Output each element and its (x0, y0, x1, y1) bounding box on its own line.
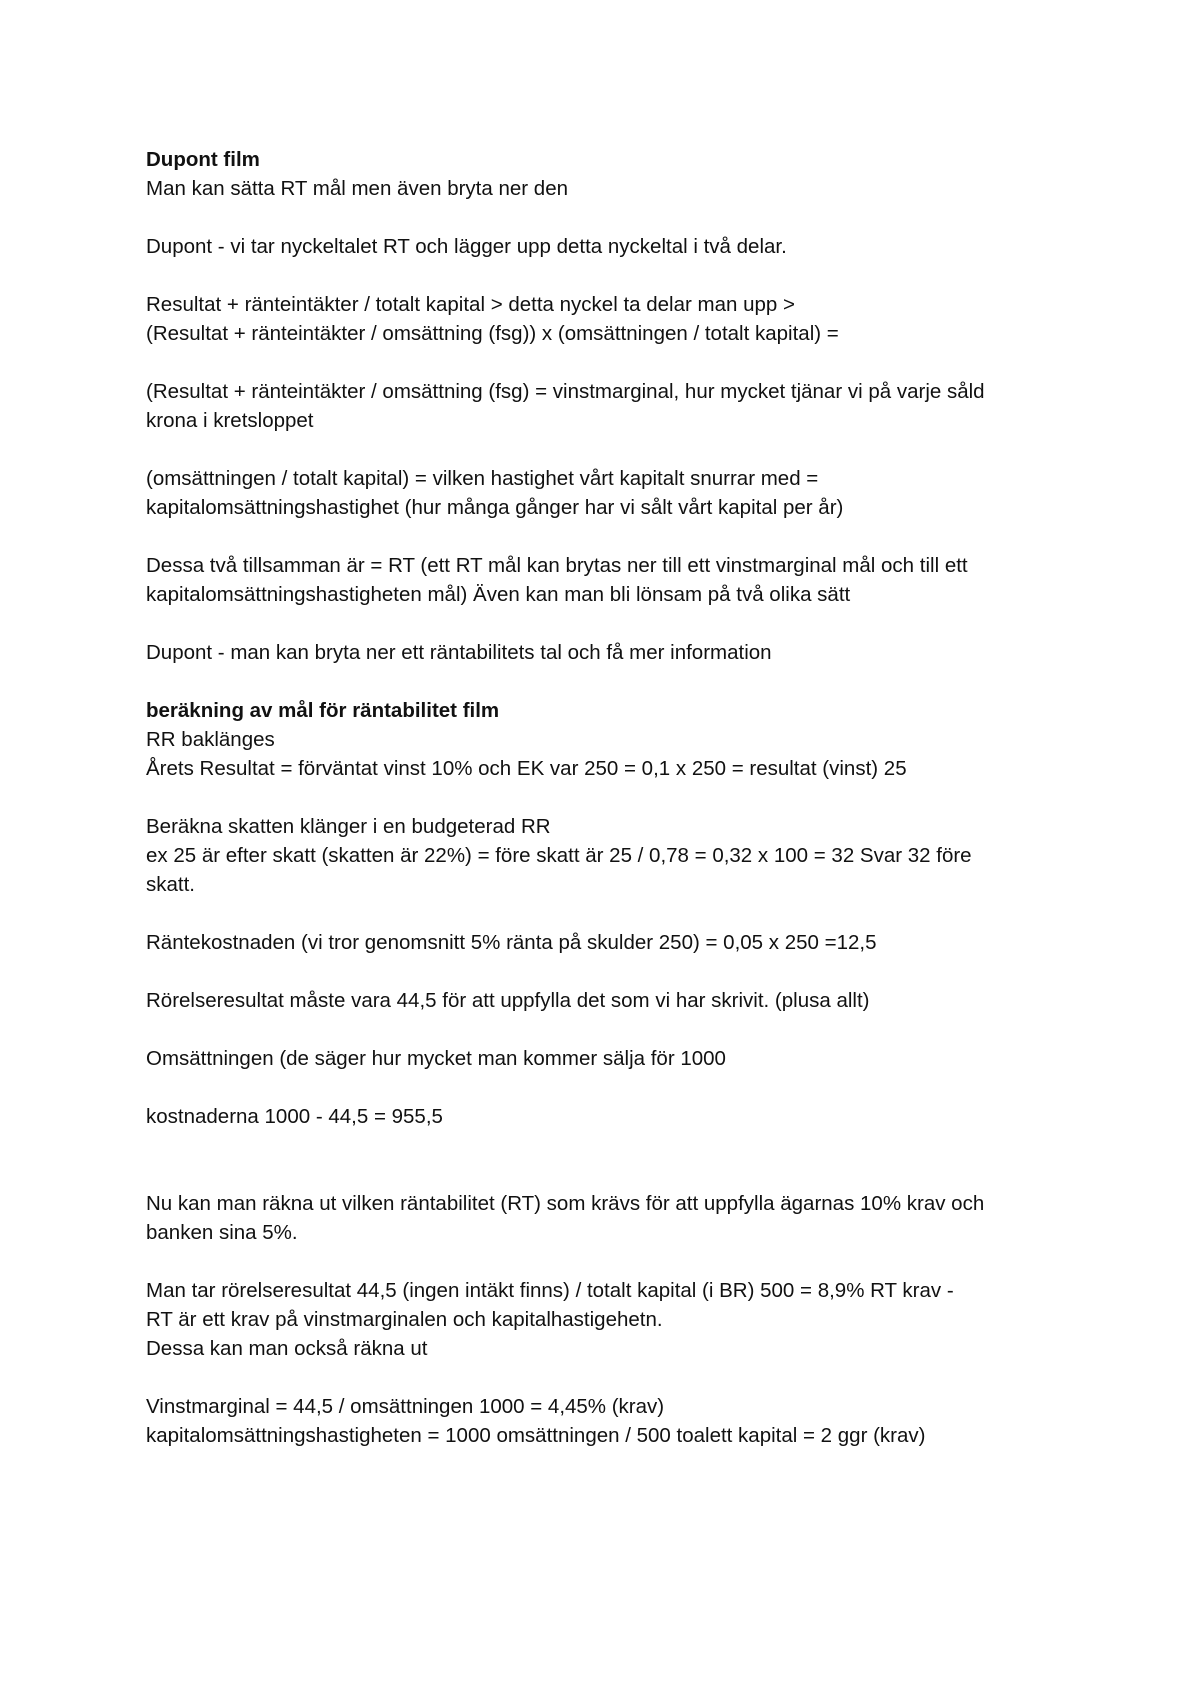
section-heading-dupont: Dupont film (146, 148, 260, 171)
paragraph-gap (146, 609, 1086, 638)
paragraph-line: Omsättningen (de säger hur mycket man kommer sälja för 1000 (146, 1047, 726, 1070)
paragraph-line: Nu kan man räkna ut vilken räntabilitet (RT) som krävs för att uppfylla ägarnas 10% krav och (146, 1192, 985, 1215)
paragraph-gap (146, 783, 1086, 812)
paragraph-gap (146, 667, 1086, 696)
paragraph-line: Man tar rörelseresultat 44,5 (ingen intäkt finns) / totalt kapital (i BR) 500 = 8,9% RT krav - (146, 1279, 954, 1302)
paragraph-line: Beräkna skatten klänger i en budgeterad RR (146, 815, 551, 838)
paragraph-gap (146, 261, 1086, 290)
paragraph-line: krona i kretsloppet (146, 409, 314, 432)
paragraph-line: RR baklänges (146, 728, 275, 751)
paragraph-line: Resultat + ränteintäkter / totalt kapital > detta nyckel ta delar man upp > (146, 293, 795, 316)
paragraph-line: kapitalomsättningshastighet (hur många gånger har vi sålt vårt kapital per år) (146, 496, 844, 519)
paragraph-gap (146, 1247, 1086, 1276)
paragraph-line: (omsättningen / totalt kapital) = vilken hastighet vårt kapitalt snurrar med = (146, 467, 819, 490)
paragraph-gap (146, 1131, 1086, 1189)
paragraph-gap (146, 1015, 1086, 1044)
paragraph-gap (146, 435, 1086, 464)
paragraph-line: banken sina 5%. (146, 1221, 298, 1244)
paragraph-line: Räntekostnaden (vi tror genomsnitt 5% ränta på skulder 250) = 0,05 x 250 =12,5 (146, 931, 877, 954)
paragraph-line: skatt. (146, 873, 195, 896)
paragraph-line: Årets Resultat = förväntat vinst 10% och EK var 250 = 0,1 x 250 = resultat (vinst) 25 (146, 757, 907, 780)
paragraph-line: ex 25 är efter skatt (skatten är 22%) = före skatt är 25 / 0,78 = 0,32 x 100 = 32 Svar 32 före (146, 844, 972, 867)
paragraph-line: Rörelseresultat måste vara 44,5 för att uppfylla det som vi har skrivit. (plusa allt) (146, 989, 870, 1012)
paragraph-gap (146, 957, 1086, 986)
section-heading-beraekning: beräkning av mål för räntabilitet film (146, 699, 500, 722)
paragraph-line: (Resultat + ränteintäkter / omsättning (fsg)) x (omsättningen / totalt kapital) = (146, 322, 839, 345)
paragraph-gap (146, 899, 1086, 928)
paragraph-gap (146, 1073, 1086, 1102)
document-body (146, 145, 1086, 1450)
paragraph-gap (146, 203, 1086, 232)
paragraph-line: kapitalomsättningshastigheten = 1000 omsättningen / 500 toalett kapital = 2 ggr (krav) (146, 1424, 926, 1447)
paragraph-gap (146, 522, 1086, 551)
paragraph-line: kapitalomsättningshastigheten mål) Även kan man bli lönsam på två olika sätt (146, 583, 851, 606)
paragraph-line: Dupont - man kan bryta ner ett räntabilitets tal och få mer information (146, 641, 772, 664)
paragraph-line: (Resultat + ränteintäkter / omsättning (fsg) = vinstmarginal, hur mycket tjänar vi på varje såld (146, 380, 985, 403)
paragraph-line: Vinstmarginal = 44,5 / omsättningen 1000 = 4,45% (krav) (146, 1395, 665, 1418)
paragraph-line: Dupont - vi tar nyckeltalet RT och lägger upp detta nyckeltal i två delar. (146, 235, 787, 258)
paragraph-gap (146, 1363, 1086, 1392)
paragraph-line: Dessa två tillsamman är = RT (ett RT mål kan brytas ner till ett vinstmarginal mål och till ett (146, 554, 968, 577)
paragraph-line: Dessa kan man också räkna ut (146, 1337, 428, 1360)
paragraph-line: kostnaderna 1000 - 44,5 = 955,5 (146, 1105, 443, 1128)
paragraph-gap (146, 348, 1086, 377)
paragraph-line: Man kan sätta RT mål men även bryta ner den (146, 177, 568, 200)
paragraph-line: RT är ett krav på vinstmarginalen och kapitalhastigehetn. (146, 1308, 663, 1331)
